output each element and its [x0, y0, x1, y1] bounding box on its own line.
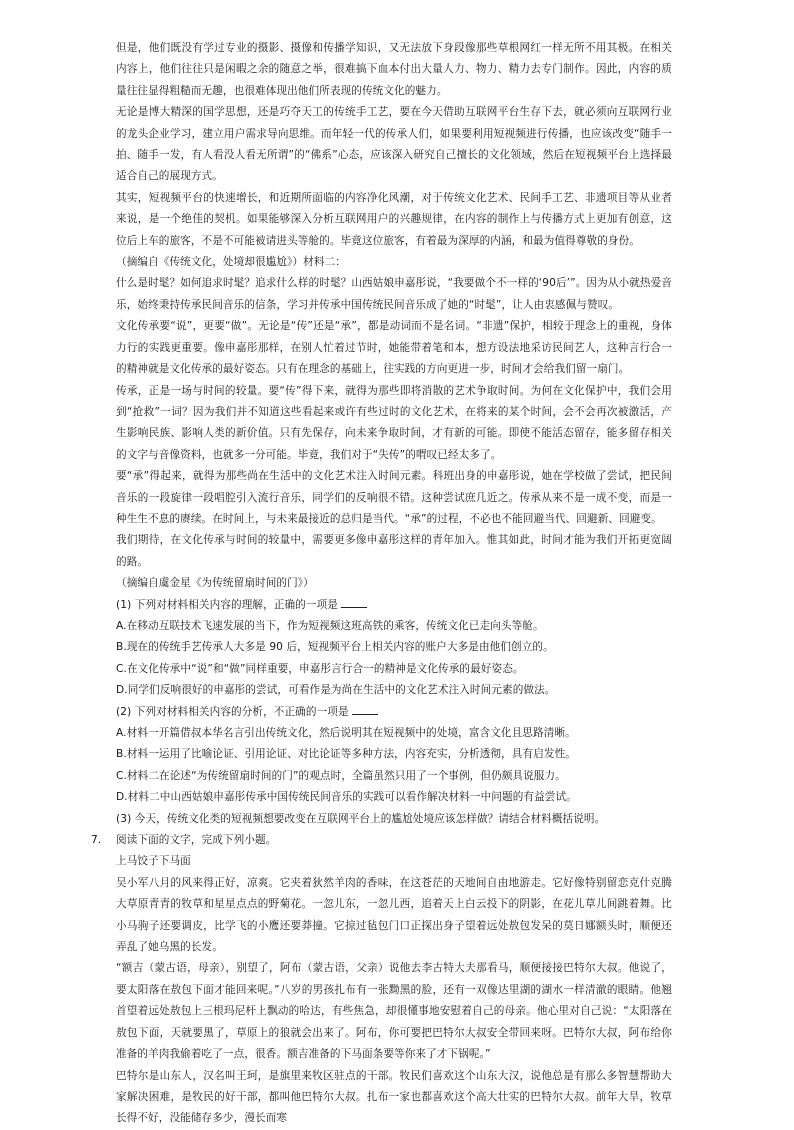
option-a: A.材料一开篇借叔本华名言引出传统文化，然后说明其在短视频中的处境，富含文化且思路清晰。 — [116, 727, 576, 739]
source-note: （摘编自虞金星《为传统留扇时间的门》） — [116, 577, 314, 590]
story-paragraph: “额吉（蒙古语，母亲），别望了，阿布（蒙古语，父亲）说他去李古特大夫那看马，顺便接接巴特尔大叔。他说了，要太阳落在敖包下面才能回来呢。”八岁的男孩扎布有一张黝黑的脸，还有一双像达里湖的湖水一样清澈的眼睛。他翘首望着远处敖包上三根玛尼杆上飘动的哈达，有些焦急，却很懂事地安慰着自己的母亲。他心里对自己说：“太阳落在敖包下面，天就要黑了，草原上的狼就会出来了。阿布，你可要把巴特尔大叔安全带回来呀。巴特尔大叔，阿布给你准备的羊肉我偷着吃了一点，很香。额吉准备的下马面条要等你来了才下锅呢。” — [116, 962, 672, 1061]
material-paragraph: 要“承”得起来，就得为那些尚在生活中的文化艺术注入时间元素。科班出身的申嘉彤说，她在学校做了尝试，把民间音乐的一段旋律一段唱腔引入流行音乐，同学们的反响很不错。这种尝试庶几近之。传承从来不是一成不变，而是一种生生不息的赓续。在时间上，与未来最接近的总归是当代。“承”的过程，不必也不能回避当代、回避新、回避变。 — [116, 470, 672, 525]
question-7 — [91, 830, 672, 851]
answer-blank — [341, 597, 367, 608]
question-number: 7. — [91, 834, 102, 847]
question-stem: (2) 下列对材料相关内容的分析，不正确的一项是 — [116, 702, 672, 723]
question-stem: (1) 下列对材料相关内容的理解，正确的一项是 — [116, 595, 672, 616]
material-paragraph: 无论是博大精深的国学思想，还是巧夺天工的传统手工艺，要在今天借助互联网平台生存下去，就必须向互联网行业的龙头企业学习，建立用户需求导向思维。而年轻一代的传承人们，如果要利用短视频进行传播，也应该改变“随手一拍、随手一发，有人看没人看无所谓”的“佛系”心态，应该深入研究自己擅长的文化领域，然后在短视频平台上选择最适合自己的展现方式。 — [116, 106, 672, 183]
option-b: B.材料一运用了比喻论证、引用论证、对比论证等多种方法，内容充实，分析透彻，具有启发性。 — [116, 748, 576, 761]
material-paragraph: 但是，他们既没有学过专业的摄影、摄像和传播学知识，又无法放下身段像那些草根网红一样无所不用其极。在相关内容上，他们往往只是闲暇之余的随意之举，很难搞下血本付出大量人力、物力、精力去专门制作。因此，内容的质量往往显得粗糙而无趣，也很难体现出他们所表现的传统文化的魅力。 — [116, 42, 672, 97]
story-paragraph: 吴小军八月的风来得正好，凉爽。它夹着狄然羊肉的香味，在这苍茫的天地间自由地游走。它好像特别留恋克什克腾大草原青青的牧草和星星点点的野菊花。一忽儿东，一忽儿西，追着天上白云投下的阴影，在花儿草儿间跳着舞。比小马驹子还要调皮，比学飞的小鹰还要莽撞。它掠过毡包门口正探出身子望着远处敖包发呆的莫日娜额头时，顺便还弄乱了她乌黑的长发。 — [116, 876, 672, 954]
option-c: C.在文化传承中“说”和“做”同样重要，申嘉彤言行合一的精神是文化传承的最好姿态。 — [116, 662, 524, 675]
option-b: B.现在的传统手艺传承人大多是 90 后，短视频平台上相关内容的账户大多是由他们创立的。 — [116, 641, 554, 654]
material-paragraph: 什么是时髦？如何追求时髦？追求什么样的时髦？山西姑娘申嘉彤说，“我要做个不一样的‘90后’”。因为从小就热爱音乐，始终秉持传承民间音乐的信条，学习并传承中国传统民间音乐成了她的“时髦”，让人由衷感佩与赞叹。 — [116, 277, 672, 311]
material-paragraph: 文化传承要“说”，更要“做”。无论是“传”还是“承”，都是动词而不是名词。“非遗”保护，相较于理念上的重视，身体力行的实践更重要。像申嘉彤那样，在别人忙着过节时，她能带着笔和本，想方设法地采访民间艺人，这种言行合一的精神就是文化传承的最好姿态。只有在理念的基础上，往实践的方向更进一步，时间才会给我们留一扇门。 — [116, 320, 672, 376]
story-title: 上马饺子下马面 — [116, 855, 191, 868]
question-instruction: 阅读下面的文字，完成下列小题。 — [116, 834, 277, 847]
option-d: D.同学们反响很好的申嘉彤的尝试，可看作是为尚在生活中的文化艺术注入时间元素的做法。 — [116, 684, 556, 697]
document-body — [91, 38, 672, 1130]
source-note: （摘编自《传统文化，处境却很尴尬》）材料二： — [116, 256, 346, 269]
story-paragraph: 巴特尔是山东人，汉名叫王珂，是旗里来牧区驻点的干部。牧民们喜欢这个山东大汉，说他总是有那么多智慧帮助大家解决困难，是牧民的好干部，都叫他巴特尔大叔。扎布一家也都喜欢这个高大壮实的巴特尔大叔。前年大旱，牧草长得不好，没能储存多少，漫长而寒 — [116, 1069, 672, 1125]
answer-blank — [352, 704, 378, 715]
material-paragraph: 传承，正是一场与时间的较量。要“传”得下来，就得为那些即将消散的艺术争取时间。为何在文化保护中，我们会用到“抢救”一词？因为我们并不知道这些看起来或许有些过时的文化艺术，在将来的某个时间，会不会再次被激活，产生影响民族、影响人类的新价值。只有先保存，向未来争取时间，才有新的可能。即使不能活态留存，能多留存相关的文字与音像资料，也就多一分可能。毕竟，我们对于“失传”的喟叹已经太多了。 — [116, 384, 672, 461]
option-c: C.材料二在论述“为传统留扇时间的门”的观点时，全篇虽然只用了一个事例，但仍颇具说服力。 — [116, 769, 566, 782]
material-paragraph: 我们期待，在文化传承与时间的较量中，需要更多像申嘉彤这样的青年加入。惟其如此，时间才能为我们开拓更宽阔的路。 — [116, 534, 672, 568]
option-d: D.材料二中山西姑娘申嘉彤传承中国传统民间音乐的实践可以看作解决材料一中问题的有益尝试。 — [116, 791, 577, 804]
material-paragraph: 其实，短视频平台的快速增长，和近期所面临的内容净化风潮，对于传统文化艺术、民间手工艺、非遗项目等从业者来说，是一个绝佳的契机。如果能够深入分析互联网用户的兴趣规律，在内容的制作上与传播方式上更加有创意，这位后上车的旅客，不是不可能被请进头等舱的。毕竟这位旅客，有着最为深厚的内涵，和最为值得尊敬的身份。 — [116, 191, 672, 247]
option-a: A.在移动互联技术飞速发展的当下，作为短视频这班高铁的乘客，传统文化已走向头等舱。 — [116, 619, 544, 632]
question-stem: (3) 今天，传统文化类的短视频想要改变在互联网平台上的尴尬处境应该怎样做？请结合材料概括说明。 — [116, 812, 606, 825]
